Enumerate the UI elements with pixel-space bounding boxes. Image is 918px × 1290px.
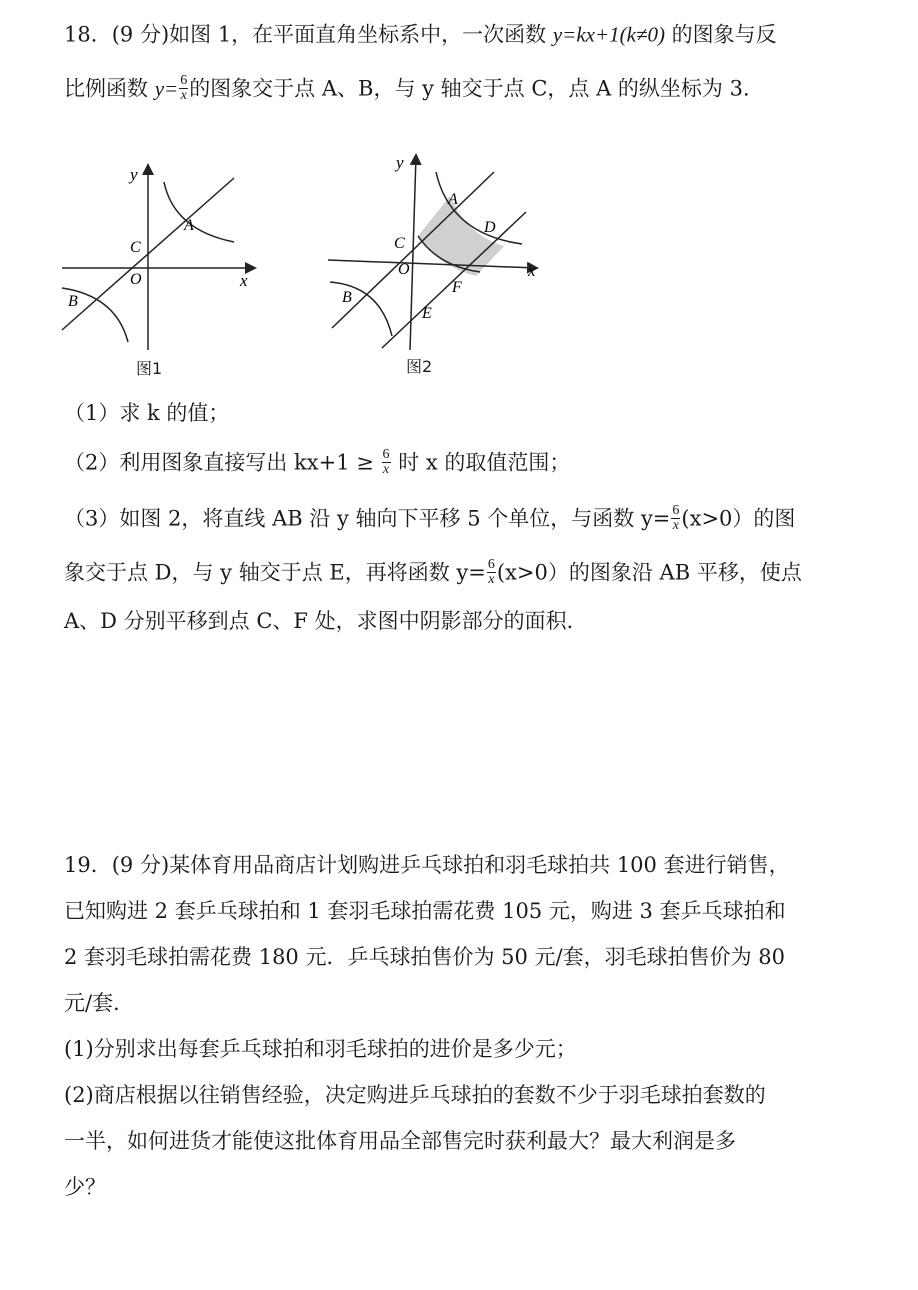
q18-part-3-line-2: 象交于点 D，与 y 轴交于点 E，再将函数 y= $\frac{6}{x}$ (x>0）的图象沿 AB 平移，使点 — [64, 557, 802, 587]
label-a: A — [184, 217, 194, 234]
label-a: A — [448, 191, 458, 208]
figure-1 — [56, 160, 276, 378]
x-axis — [328, 260, 536, 268]
q19-line-3: 2 套羽毛球拍需花费 180 元．乒乓球拍售价为 50 元/套，羽毛球拍售价为 80 — [64, 945, 786, 969]
fraction-6-over-x: $\frac{6}{x}$ — [487, 557, 495, 587]
label-c: C — [394, 235, 405, 252]
q18-line-2: 比例函数 y= $\frac{6}{x}$ 的图象交于点 A、B，与 y 轴交于点 C，点 A 的纵坐标为 3． — [64, 73, 764, 103]
label-x: x — [528, 261, 536, 280]
hyperbola-branch-1 — [164, 182, 234, 242]
q18-part-3-line-1: （3）如图 2，将直线 AB 沿 y 轴向下平移 5 个单位，与函数 y= $\frac{6}{x}$ (x>0）的图 — [64, 503, 796, 533]
figure-2-graph — [326, 150, 552, 350]
fraction-6-over-x: $\frac{6}{x}$ — [672, 503, 680, 533]
label-e: E — [422, 305, 432, 322]
label-x: x — [240, 271, 248, 290]
label-c: C — [130, 239, 141, 256]
q19-part-2-line-3: 少？ — [64, 1175, 106, 1199]
q18-part-2: （2）利用图象直接写出 kx+1 ≥ $\frac{6}{x}$ 时 x 的取值范围； — [64, 447, 571, 477]
figure-2-caption: 图2 — [406, 357, 433, 376]
q19-line-1: 19．(9 分)某体育用品商店计划购进乒乓球拍和羽毛球拍共 100 套进行销售， — [64, 853, 790, 877]
figure-2 — [326, 150, 552, 376]
q19-part-1: (1)分别求出每套乒乓球拍和羽毛球拍的进价是多少元； — [64, 1037, 577, 1061]
fraction-6-over-x: $\frac{6}{x}$ — [382, 447, 390, 477]
label-b: B — [342, 289, 352, 306]
label-o: O — [130, 271, 142, 288]
q19-line-4: 元/套． — [64, 991, 135, 1015]
q19-part-2-line-1: (2)商店根据以往销售经验，决定购进乒乓球拍的套数不少于羽毛球拍套数的 — [64, 1083, 766, 1107]
q18-line-1: 18．(9 分)如图 1，在平面直角坐标系中，一次函数 y=kx+1(k≠0) 的图象与反 — [64, 22, 777, 47]
q19-part-2-line-2: 一半，如何进货才能使这批体育用品全部售完时获利最大？最大利润是多 — [64, 1129, 736, 1153]
label-y: y — [396, 153, 404, 172]
fraction-6-over-x: $\frac{6}{x}$ — [180, 73, 188, 103]
q19-line-2: 已知购进 2 套乒乓球拍和 1 套羽毛球拍需花费 105 元，购进 3 套乒乓球拍和 — [64, 899, 786, 923]
hyperbola-lower — [330, 282, 392, 336]
label-d: D — [484, 219, 496, 236]
label-o: O — [398, 261, 410, 278]
figure-1-graph — [56, 160, 276, 350]
q18-part-1: （1）求 k 的值； — [64, 401, 230, 425]
label-f: F — [452, 279, 462, 296]
figure-1-caption: 图1 — [136, 359, 163, 378]
label-b: B — [68, 293, 78, 310]
label-y: y — [130, 165, 138, 184]
q18-part-3-line-3: A、D 分别平移到点 C、F 处，求图中阴影部分的面积． — [64, 609, 588, 633]
